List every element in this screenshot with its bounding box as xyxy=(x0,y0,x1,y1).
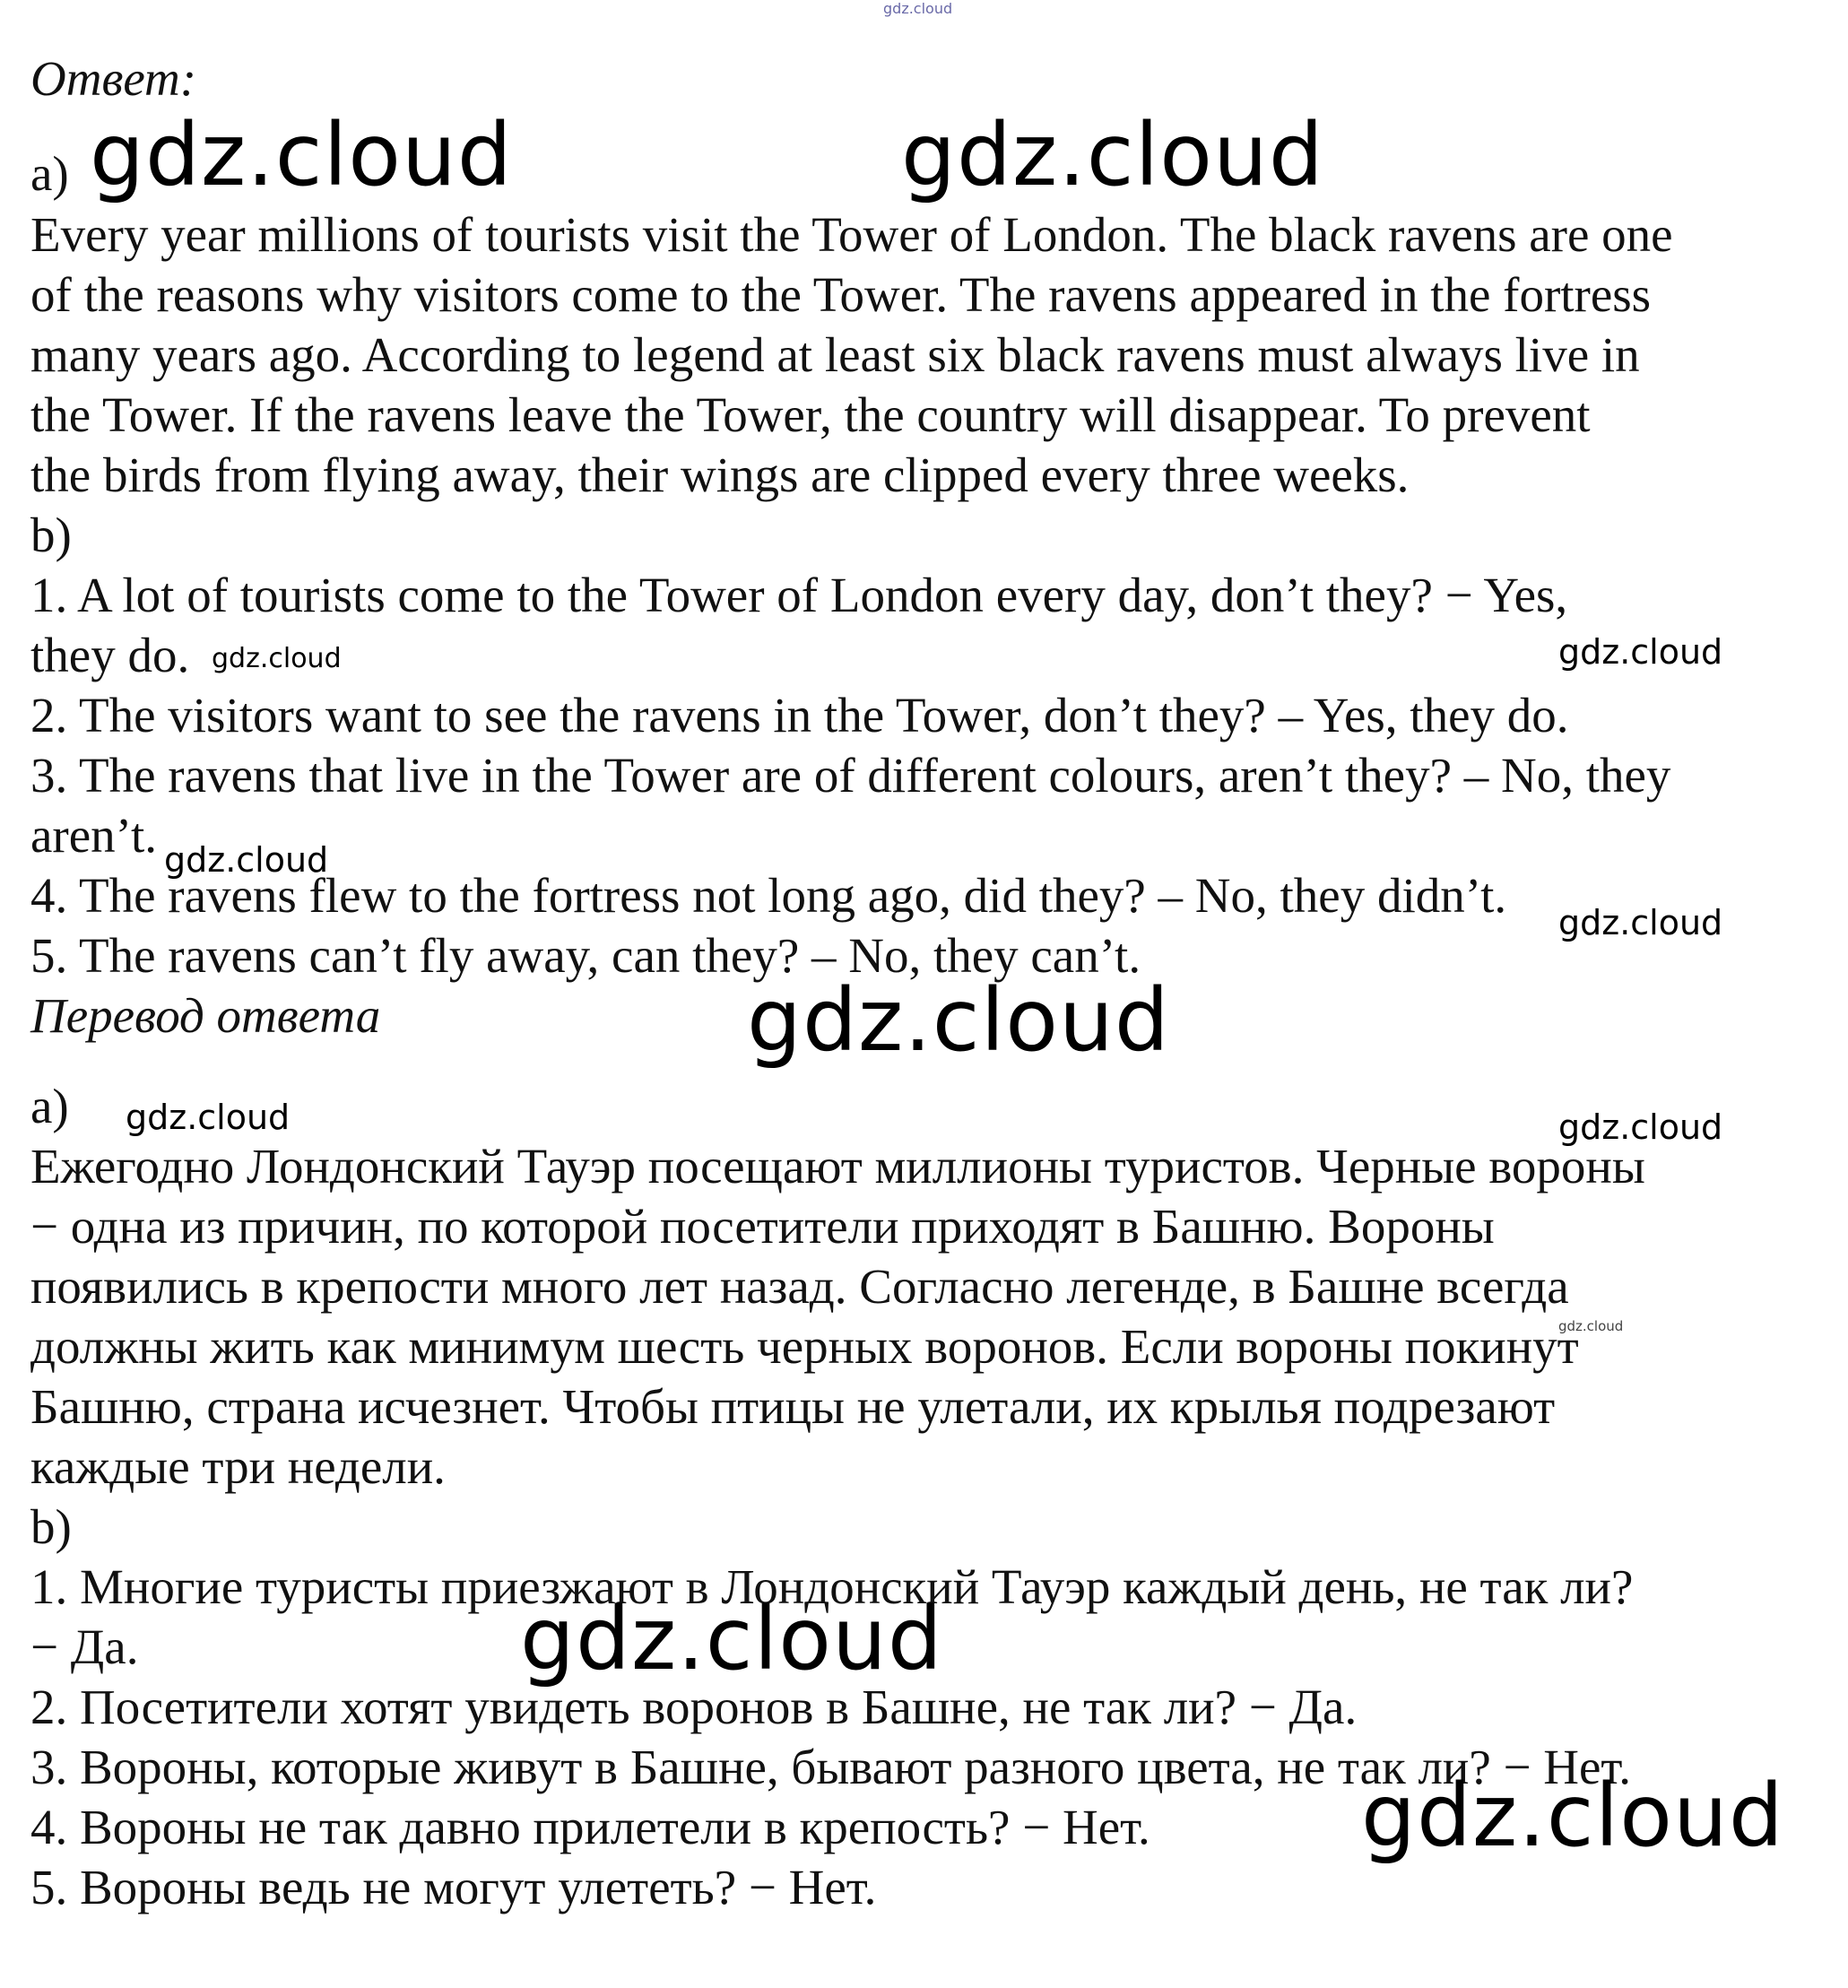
watermark-large-1: gdz.cloud xyxy=(90,105,513,205)
english-answer-line-5: aren’t. xyxy=(30,808,157,863)
watermark-large-5: gdz.cloud xyxy=(1361,1766,1784,1866)
watermark-medium-4: gdz.cloud xyxy=(126,1098,291,1137)
russian-paragraph-line-3: появились в крепости много лет назад. Согласно легенде, в Башне всегда xyxy=(30,1259,1569,1314)
english-answer-line-1: 1. A lot of tourists come to the Tower of London every day, don’t they? − Yes, xyxy=(30,568,1568,622)
russian-paragraph-line-5: Башню, страна исчезнет. Чтобы птицы не улетали, их крылья подрезают xyxy=(30,1379,1556,1434)
english-paragraph-line-2: of the reasons why visitors come to the Tower. The ravens appeared in the fortress xyxy=(30,267,1652,322)
russian-answer-line-1: 1. Многие туристы приезжают в Лондонский Тауэр каждый день, не так ли? xyxy=(30,1559,1634,1614)
english-answer-line-2: they do. xyxy=(30,628,190,682)
watermark-large-4: gdz.cloud xyxy=(520,1589,943,1689)
russian-answer-line-3: 2. Посетители хотят увидеть воронов в Башне, не так ли? − Да. xyxy=(30,1680,1358,1734)
watermark-medium-5: gdz.cloud xyxy=(1558,1107,1723,1147)
russian-paragraph-line-6: каждые три недели. xyxy=(30,1439,446,1494)
russian-paragraph-line-2: − одна из причин, по которой посетители приходят в Башню. Вороны xyxy=(30,1199,1495,1254)
russian-answer-line-6: 5. Вороны ведь не могут улететь? − Нет. xyxy=(30,1860,877,1914)
translation-heading: Перевод ответа xyxy=(30,988,381,1043)
english-paragraph-line-1: Every year millions of tourists visit the Tower of London. The black ravens are one xyxy=(30,207,1673,262)
watermark-large-3: gdz.cloud xyxy=(747,970,1170,1071)
english-answer-line-6: 4. The ravens flew to the fortress not long ago, did they? – No, they didn’t. xyxy=(30,868,1507,923)
watermark-medium-3: gdz.cloud xyxy=(1558,903,1723,942)
watermark-tiny-1: gdz.cloud xyxy=(1558,1318,1624,1334)
watermark-medium-2: gdz.cloud xyxy=(164,840,329,880)
english-paragraph-line-4: the Tower. If the ravens leave the Tower, the country will disappear. To prevent xyxy=(30,387,1591,442)
russian-answer-line-2: − Да. xyxy=(30,1619,139,1674)
russian-part-a-label: a) xyxy=(30,1079,69,1133)
russian-paragraph-line-4: должны жить как минимум шесть черных воронов. Если вороны покинут xyxy=(30,1319,1579,1374)
answer-heading: Ответ: xyxy=(30,51,197,106)
watermark-small-1: gdz.cloud xyxy=(212,643,342,674)
russian-answer-line-4: 3. Вороны, которые живут в Башне, бывают разного цвета, не так ли? − Нет. xyxy=(30,1740,1632,1794)
english-paragraph-line-3: many years ago. According to legend at least six black ravens must always live in xyxy=(30,327,1640,382)
russian-part-b-label: b) xyxy=(30,1499,72,1554)
english-paragraph-line-5: the birds from flying away, their wings are clipped every three weeks. xyxy=(30,447,1410,502)
part-a-label: a) xyxy=(30,146,69,201)
watermark-medium-1: gdz.cloud xyxy=(1558,632,1723,672)
russian-paragraph-line-1: Ежегодно Лондонский Тауэр посещают миллионы туристов. Черные вороны xyxy=(30,1139,1645,1194)
english-answer-line-3: 2. The visitors want to see the ravens in the Tower, don’t they? – Yes, they do. xyxy=(30,688,1569,742)
watermark-top: gdz.cloud xyxy=(883,0,953,17)
russian-answer-line-5: 4. Вороны не так давно прилетели в крепость? − Нет. xyxy=(30,1800,1150,1854)
english-answer-line-4: 3. The ravens that live in the Tower are of different colours, aren’t they? – No, they xyxy=(30,748,1671,803)
english-answer-line-7: 5. The ravens can’t fly away, can they? – No, they can’t. xyxy=(30,928,1141,983)
watermark-large-2: gdz.cloud xyxy=(901,105,1324,205)
part-b-label: b) xyxy=(30,508,72,562)
